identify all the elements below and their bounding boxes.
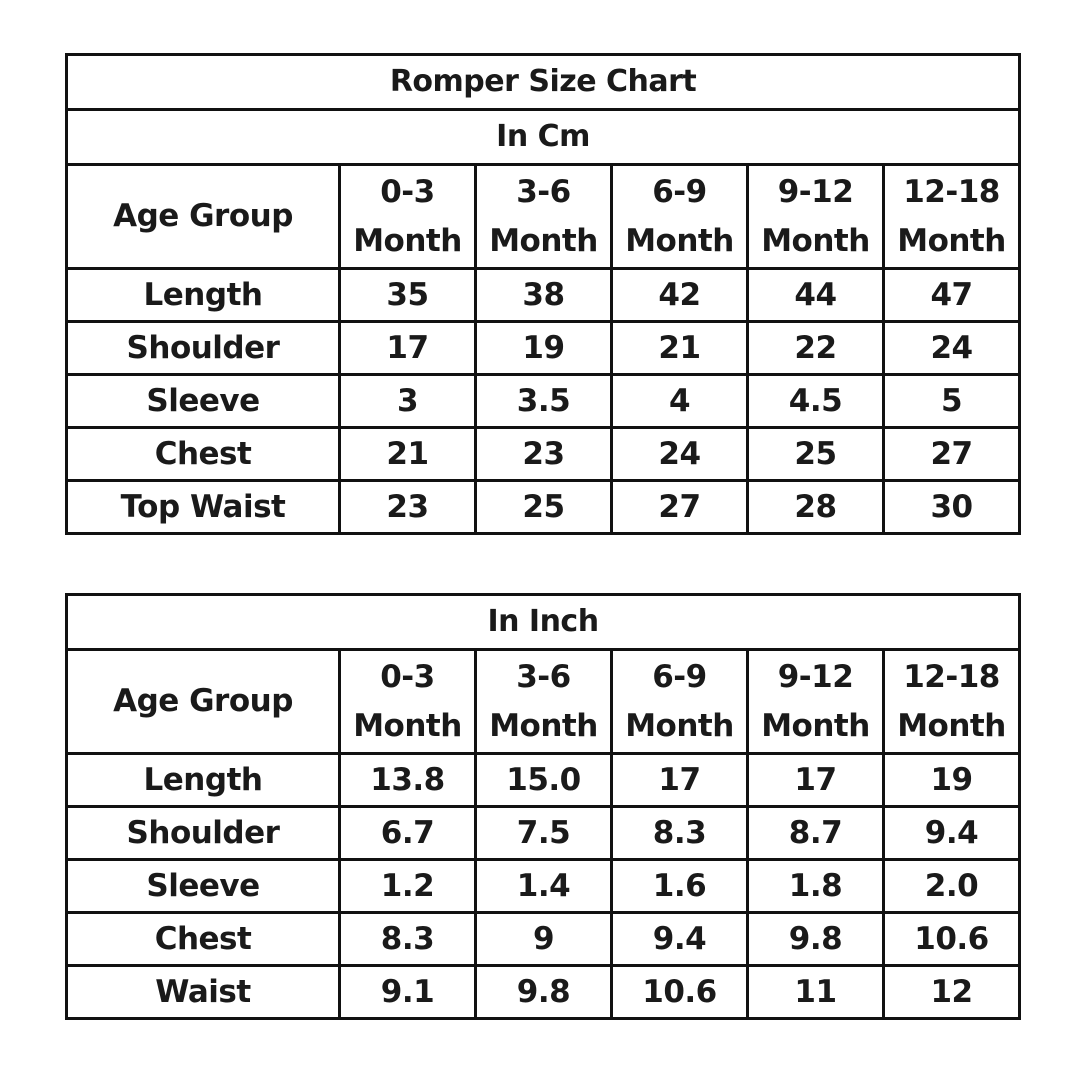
age-group-header: Age Group [67, 165, 340, 269]
row-label: Length [67, 269, 340, 322]
table-row [67, 269, 1020, 322]
table-cell: 2.0 [884, 860, 1020, 913]
table-row [67, 428, 1020, 481]
age-unit: Month [625, 222, 734, 259]
row-label: Shoulder [67, 322, 340, 375]
age-range: 0-3 [380, 173, 435, 210]
table-cell: 9.8 [748, 913, 884, 966]
age-unit: Month [897, 222, 1006, 259]
column-header [340, 650, 476, 754]
table-row [67, 913, 1020, 966]
cm-unit-title: In Cm [67, 110, 1020, 165]
row-label: Waist [67, 966, 340, 1019]
age-unit: Month [489, 222, 598, 259]
column-header [884, 165, 1020, 269]
table-cell: 1.2 [340, 860, 476, 913]
age-range: 3-6 [516, 173, 571, 210]
table-cell: 35 [340, 269, 476, 322]
table-cell: 4 [612, 375, 748, 428]
table-cell: 42 [612, 269, 748, 322]
age-range: 0-3 [380, 658, 435, 695]
table-cell: 8.3 [612, 807, 748, 860]
table-cell: 19 [476, 322, 612, 375]
age-range: 6-9 [652, 658, 707, 695]
column-header [612, 165, 748, 269]
column-header [748, 165, 884, 269]
table-cell: 23 [476, 428, 612, 481]
age-unit: Month [489, 707, 598, 744]
table-cell: 3.5 [476, 375, 612, 428]
age-range: 9-12 [777, 658, 854, 695]
table-cell: 24 [612, 428, 748, 481]
inch-unit-title: In Inch [67, 595, 1020, 650]
age-unit: Month [353, 222, 462, 259]
table-cell: 21 [340, 428, 476, 481]
age-group-header: Age Group [67, 650, 340, 754]
age-unit: Month [761, 222, 870, 259]
age-unit: Month [353, 707, 462, 744]
table-cell: 17 [612, 754, 748, 807]
table-cell: 9 [476, 913, 612, 966]
row-label: Chest [67, 428, 340, 481]
age-range: 12-18 [903, 658, 1000, 695]
table-cell: 44 [748, 269, 884, 322]
table-row [67, 754, 1020, 807]
column-header [476, 165, 612, 269]
column-header [612, 650, 748, 754]
age-range: 9-12 [777, 173, 854, 210]
table-cell: 3 [340, 375, 476, 428]
table-cell: 25 [748, 428, 884, 481]
table-cell: 8.3 [340, 913, 476, 966]
table-cell: 17 [748, 754, 884, 807]
row-label: Sleeve [67, 860, 340, 913]
age-unit: Month [625, 707, 734, 744]
table-cell: 28 [748, 481, 884, 534]
table-cell: 1.4 [476, 860, 612, 913]
table-cell: 5 [884, 375, 1020, 428]
table-cell: 8.7 [748, 807, 884, 860]
table-cell: 25 [476, 481, 612, 534]
table-cell: 21 [612, 322, 748, 375]
table-cell: 22 [748, 322, 884, 375]
table-cell: 1.8 [748, 860, 884, 913]
cm-size-table [65, 53, 1021, 535]
table-cell: 17 [340, 322, 476, 375]
age-range: 6-9 [652, 173, 707, 210]
table-row [67, 322, 1020, 375]
row-label: Sleeve [67, 375, 340, 428]
table-row [67, 807, 1020, 860]
table-cell: 9.1 [340, 966, 476, 1019]
age-unit: Month [761, 707, 870, 744]
table-cell: 30 [884, 481, 1020, 534]
table-row [67, 481, 1020, 534]
table-cell: 9.8 [476, 966, 612, 1019]
table-cell: 13.8 [340, 754, 476, 807]
table-cell: 19 [884, 754, 1020, 807]
table-cell: 38 [476, 269, 612, 322]
table-cell: 1.6 [612, 860, 748, 913]
table-cell: 6.7 [340, 807, 476, 860]
table-row [67, 375, 1020, 428]
column-header [884, 650, 1020, 754]
age-range: 12-18 [903, 173, 1000, 210]
table-cell: 12 [884, 966, 1020, 1019]
table-cell: 47 [884, 269, 1020, 322]
inch-size-table [65, 593, 1021, 1020]
table-cell: 23 [340, 481, 476, 534]
table-cell: 27 [884, 428, 1020, 481]
table-row [67, 860, 1020, 913]
table-cell: 7.5 [476, 807, 612, 860]
chart-title: Romper Size Chart [67, 55, 1020, 110]
table-row [67, 966, 1020, 1019]
table-cell: 10.6 [884, 913, 1020, 966]
row-label: Chest [67, 913, 340, 966]
age-range: 3-6 [516, 658, 571, 695]
table-cell: 27 [612, 481, 748, 534]
age-unit: Month [897, 707, 1006, 744]
row-label: Length [67, 754, 340, 807]
table-cell: 9.4 [884, 807, 1020, 860]
column-header [748, 650, 884, 754]
table-cell: 9.4 [612, 913, 748, 966]
table-cell: 4.5 [748, 375, 884, 428]
column-header [476, 650, 612, 754]
row-label: Shoulder [67, 807, 340, 860]
table-cell: 24 [884, 322, 1020, 375]
table-cell: 11 [748, 966, 884, 1019]
column-header [340, 165, 476, 269]
table-cell: 15.0 [476, 754, 612, 807]
table-cell: 10.6 [612, 966, 748, 1019]
row-label: Top Waist [67, 481, 340, 534]
